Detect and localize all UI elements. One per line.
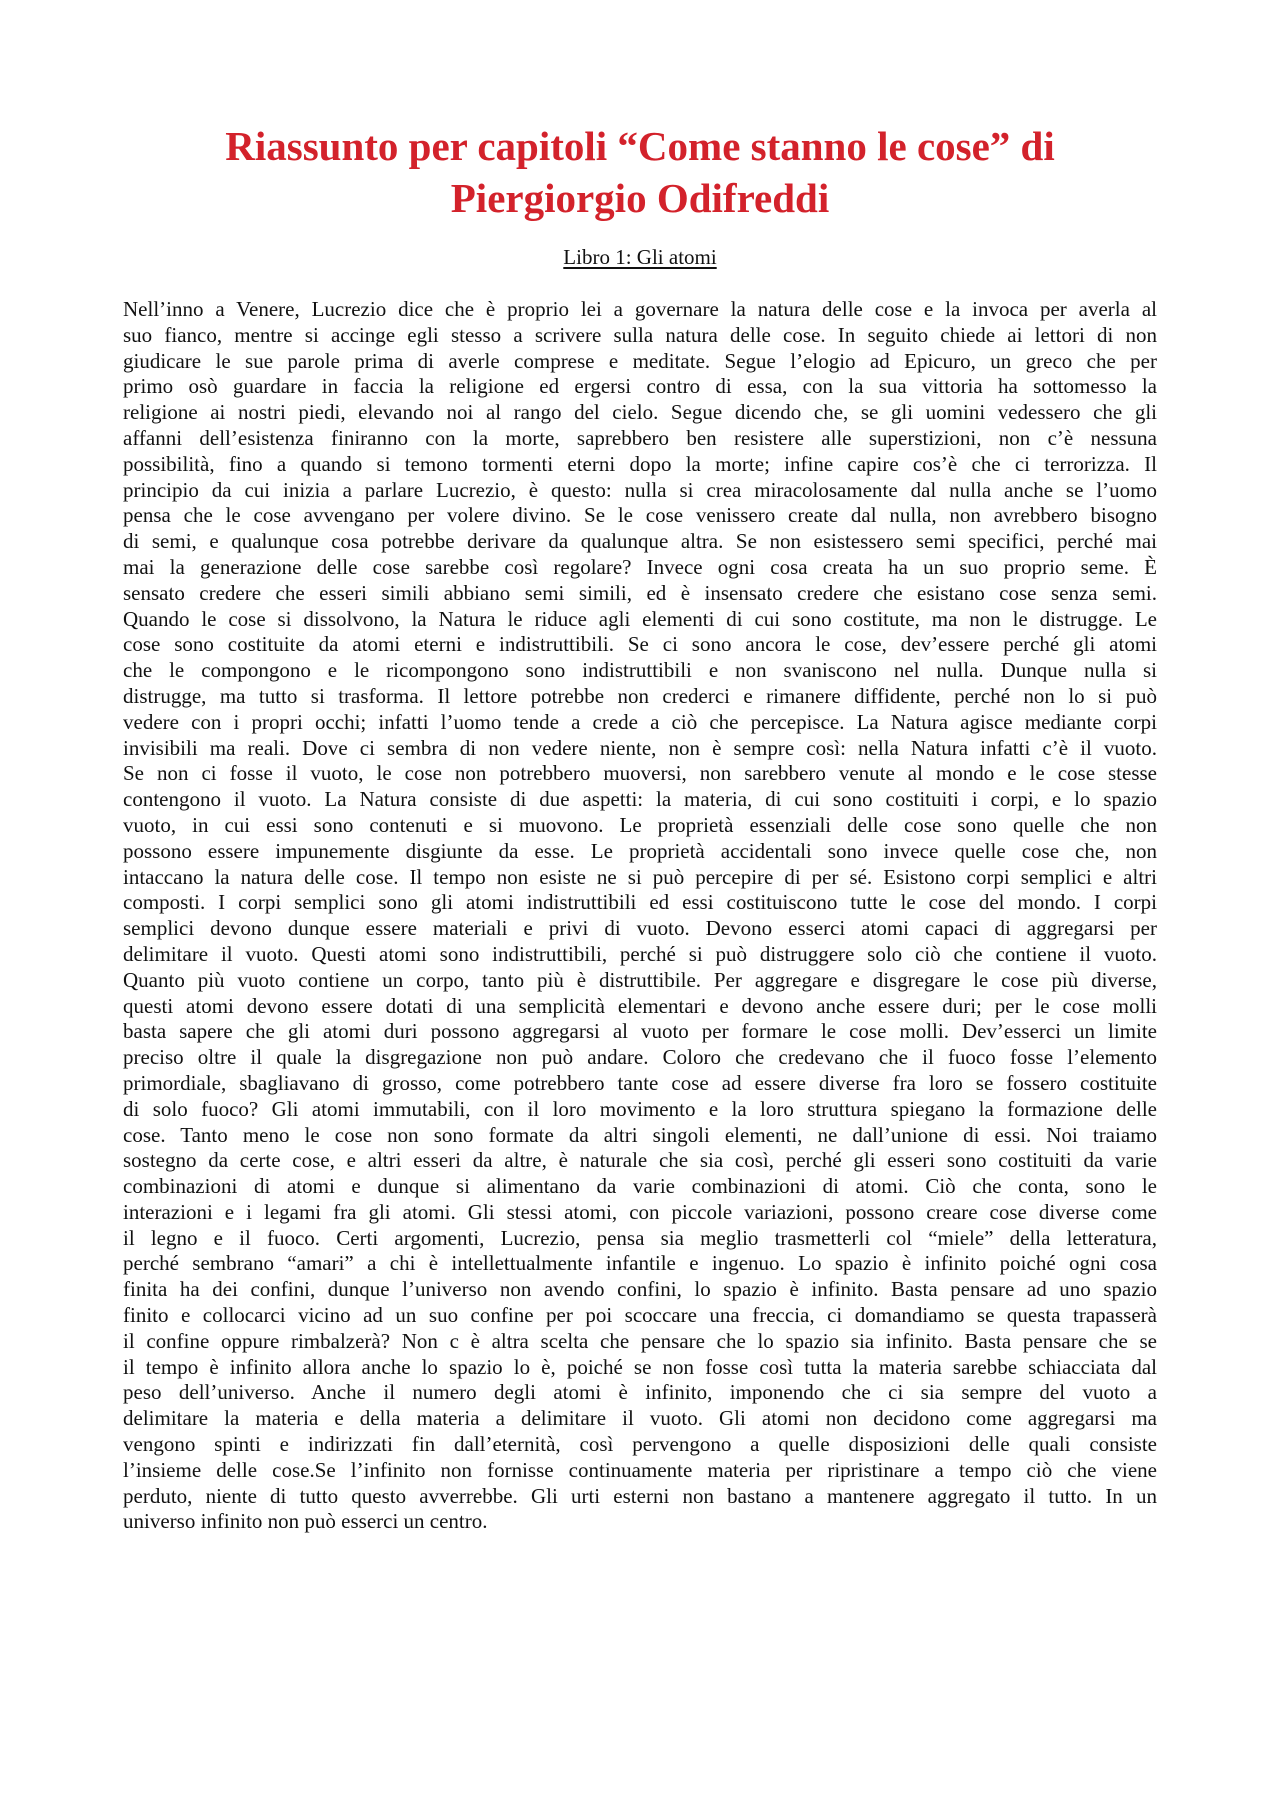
paragraph-line: finita ha dei confini, dunque l’universo non avendo confini, lo spazio è infinito. Basta pensare ad uno spazio [123,1277,1157,1302]
chapter-heading [0,244,1280,270]
paragraph-line: suo fianco, mentre si accinge egli stesso a scrivere sulla natura delle cose. In seguito chiede ai lettori di non [123,322,1157,347]
paragraph-line: Se non ci fosse il vuoto, le cose non potrebbero muoversi, non sarebbero venute al mondo e le cose stesse [123,761,1157,786]
paragraph-line: possono essere impunemente disgiunte da esse. Le proprietà accidentali sono invece quelle cose che, non [123,838,1157,863]
paragraph-line: Nell’inno a Venere, Lucrezio dice che è proprio lei a governare la natura delle cose e la invoca per averla al [123,297,1157,321]
paragraph-line: di semi, e qualunque cosa potrebbe derivare da qualunque altra. Se non esistessero semi specifici, perché mai [123,529,1157,554]
paragraph-line: giudicare le sue parole prima di averle comprese e meditate. Segue l’elogio ad Epicuro, un greco che per [123,348,1157,373]
paragraph-line: finito e collocarci vicino ad un suo confine per poi scoccare una freccia, ci domandiamo se questa trapasserà [123,1303,1157,1328]
paragraph-line: intaccano la natura delle cose. Il tempo non esiste ne si può percepire di per sé. Esistono corpi semplici e altri [123,864,1157,889]
paragraph-line: interazioni e i legami fra gli atomi. Gli stessi atomi, con piccole variazioni, possono creare cose diverse come [123,1199,1157,1224]
paragraph-line: perché sembrano “amari” a chi è intellettualmente infantile e ingenuo. Lo spazio è infinito poiché ogni cosa [123,1251,1157,1276]
paragraph-line: sensato credere che esseri simili abbiano semi simili, ed è insensato credere che esistano cose senza semi. [123,580,1157,605]
paragraph-line: principio da cui inizia a parlare Lucrezio, è questo: nulla si crea miracolosamente dal nulla anche se l’uomo [123,477,1157,502]
paragraph-line: perduto, niente di tutto questo avverrebbe. Gli urti esterni non bastano a mantenere aggregato il tutto. In un [123,1483,1157,1508]
paragraph-line: che le compongono e le ricompongono sono indistruttibili e non svaniscono nel nulla. Dunque nulla si [123,658,1157,683]
paragraph-line: contengono il vuoto. La Natura consiste di due aspetti: la materia, di cui sono costituiti i corpi, e lo spazio [123,787,1157,812]
paragraph-line: vedere con i propri occhi; infatti l’uomo tende a crede a ciò che percepisce. La Natura agisce mediante corpi [123,709,1157,734]
paragraph-line: cose. Tanto meno le cose non sono formate da altri singoli elementi, ne dall’unione di essi. Noi traiamo [123,1122,1157,1147]
paragraph-line: religione ai nostri piedi, elevando noi al rango del cielo. Segue dicendo che, se gli uomini vedessero che gli [123,400,1157,425]
paragraph-line: mai la generazione delle cose sarebbe così regolare? Invece ogni cosa creata ha un suo proprio seme. È [123,554,1157,579]
paragraph-line: Quando le cose si dissolvono, la Natura le riduce agli elementi di cui sono costitute, ma non le distrugge. Le [123,606,1157,631]
paragraph-line: universo infinito non può esserci un centro. [123,1509,488,1534]
paragraph-line: primordiale, sbagliavano di grosso, come potrebbero tante cose ad essere diverse fra loro se fossero costituite [123,1070,1157,1095]
chapter-heading-text: Libro 1: Gli atomi [563,245,717,269]
paragraph-line: basta sapere che gli atomi duri possono aggregarsi al vuoto per formare le cose molli. Dev’esserci un limite [123,1019,1157,1044]
paragraph-line: distrugge, ma tutto si trasforma. Il lettore potrebbe non crederci e rimanere diffidente, perché non lo si può [123,683,1157,708]
paragraph-line: il tempo è infinito allora anche lo spazio lo è, poiché se non fosse così tutta la materia sarebbe schiacciata dal [123,1354,1157,1379]
paragraph-line: delimitare il vuoto. Questi atomi sono indistruttibili, perché si può distruggere solo ciò che contiene il vuoto. [123,941,1157,966]
paragraph-line: invisibili ma reali. Dove ci sembra di non vedere niente, non è sempre così: nella Natura infatti c’è il vuoto. [123,735,1157,760]
title-line: Riassunto per capitoli “Come stanno le cose” di [225,123,1055,169]
paragraph-line: primo osò guardare in faccia la religione ed ergersi contro di essa, con la sua vittoria ha sottomesso la [123,374,1157,399]
paragraph-line: pensa che le cose avvengano per volere divino. Se le cose venissero create dal nulla, non avrebbero bisogno [123,503,1157,528]
paragraph-line: delimitare la materia e della materia a delimitare il vuoto. Gli atomi non decidono come aggregarsi ma [123,1406,1157,1431]
paragraph-line: possibilità, fino a quando si temono tormenti eterni dopo la morte; infine capire cos’è che ci terrorizza. Il [123,451,1157,476]
paragraph-line: preciso oltre il quale la disgregazione non può andare. Coloro che credevano che il fuoco fosse l’elemento [123,1045,1157,1070]
paragraph-line: il confine oppure rimbalzerà? Non c è altra scelta che pensare che lo spazio sia infinito. Basta pensare che se [123,1328,1157,1353]
title-line: Piergiorgio Odifreddi [450,175,830,221]
paragraph-line: Quanto più vuoto contiene un corpo, tanto più è distruttibile. Per aggregare e disgregare le cose più diverse, [123,967,1157,992]
paragraph-line: affanni dell’esistenza finiranno con la morte, saprebbero ben resistere alle superstizioni, non c’è nessuna [123,425,1157,450]
paragraph-line: semplici devono dunque essere materiali e privi di vuoto. Devono esserci atomi capaci di aggregarsi per [123,916,1157,941]
paragraph-line: il legno e il fuoco. Certi argomenti, Lucrezio, pensa sia meglio trasmetterli col “miele” della letteratura, [123,1225,1157,1250]
paragraph-line: questi atomi devono essere dotati di una semplicità elementari e devono anche essere duri; per le cose molli [123,993,1157,1018]
document-title [0,120,1280,224]
paragraph-line: l’insieme delle cose.Se l’infinito non fornisse continuamente materia per ripristinare a tempo ciò che viene [123,1457,1157,1482]
body-paragraph [123,297,1157,1535]
paragraph-line: peso dell’universo. Anche il numero degli atomi è infinito, imponendo che ci sia sempre del vuoto a [123,1380,1157,1405]
paragraph-line: combinazioni di atomi e dunque si alimentano da varie combinazioni di atomi. Ciò che conta, sono le [123,1174,1157,1199]
paragraph-line: cose sono costituite da atomi eterni e indistruttibili. Se ci sono ancora le cose, dev’essere perché gli atomi [123,632,1157,657]
paragraph-line: sostegno da certe cose, e altri esseri da altre, è naturale che sia così, perché gli esseri sono costituiti da varie [123,1148,1157,1173]
paragraph-line: di solo fuoco? Gli atomi immutabili, con il loro movimento e la loro struttura spiegano la formazione delle [123,1096,1157,1121]
paragraph-line: vengono spinti e indirizzati fin dall’eternità, così pervengono a quelle disposizioni delle quali consiste [123,1432,1157,1457]
paragraph-line: vuoto, in cui essi sono contenuti e si muovono. Le proprietà essenziali delle cose sono quelle che non [123,812,1157,837]
paragraph-line: composti. I corpi semplici sono gli atomi indistruttibili ed essi costituiscono tutte le cose del mondo. I corpi [123,890,1157,915]
